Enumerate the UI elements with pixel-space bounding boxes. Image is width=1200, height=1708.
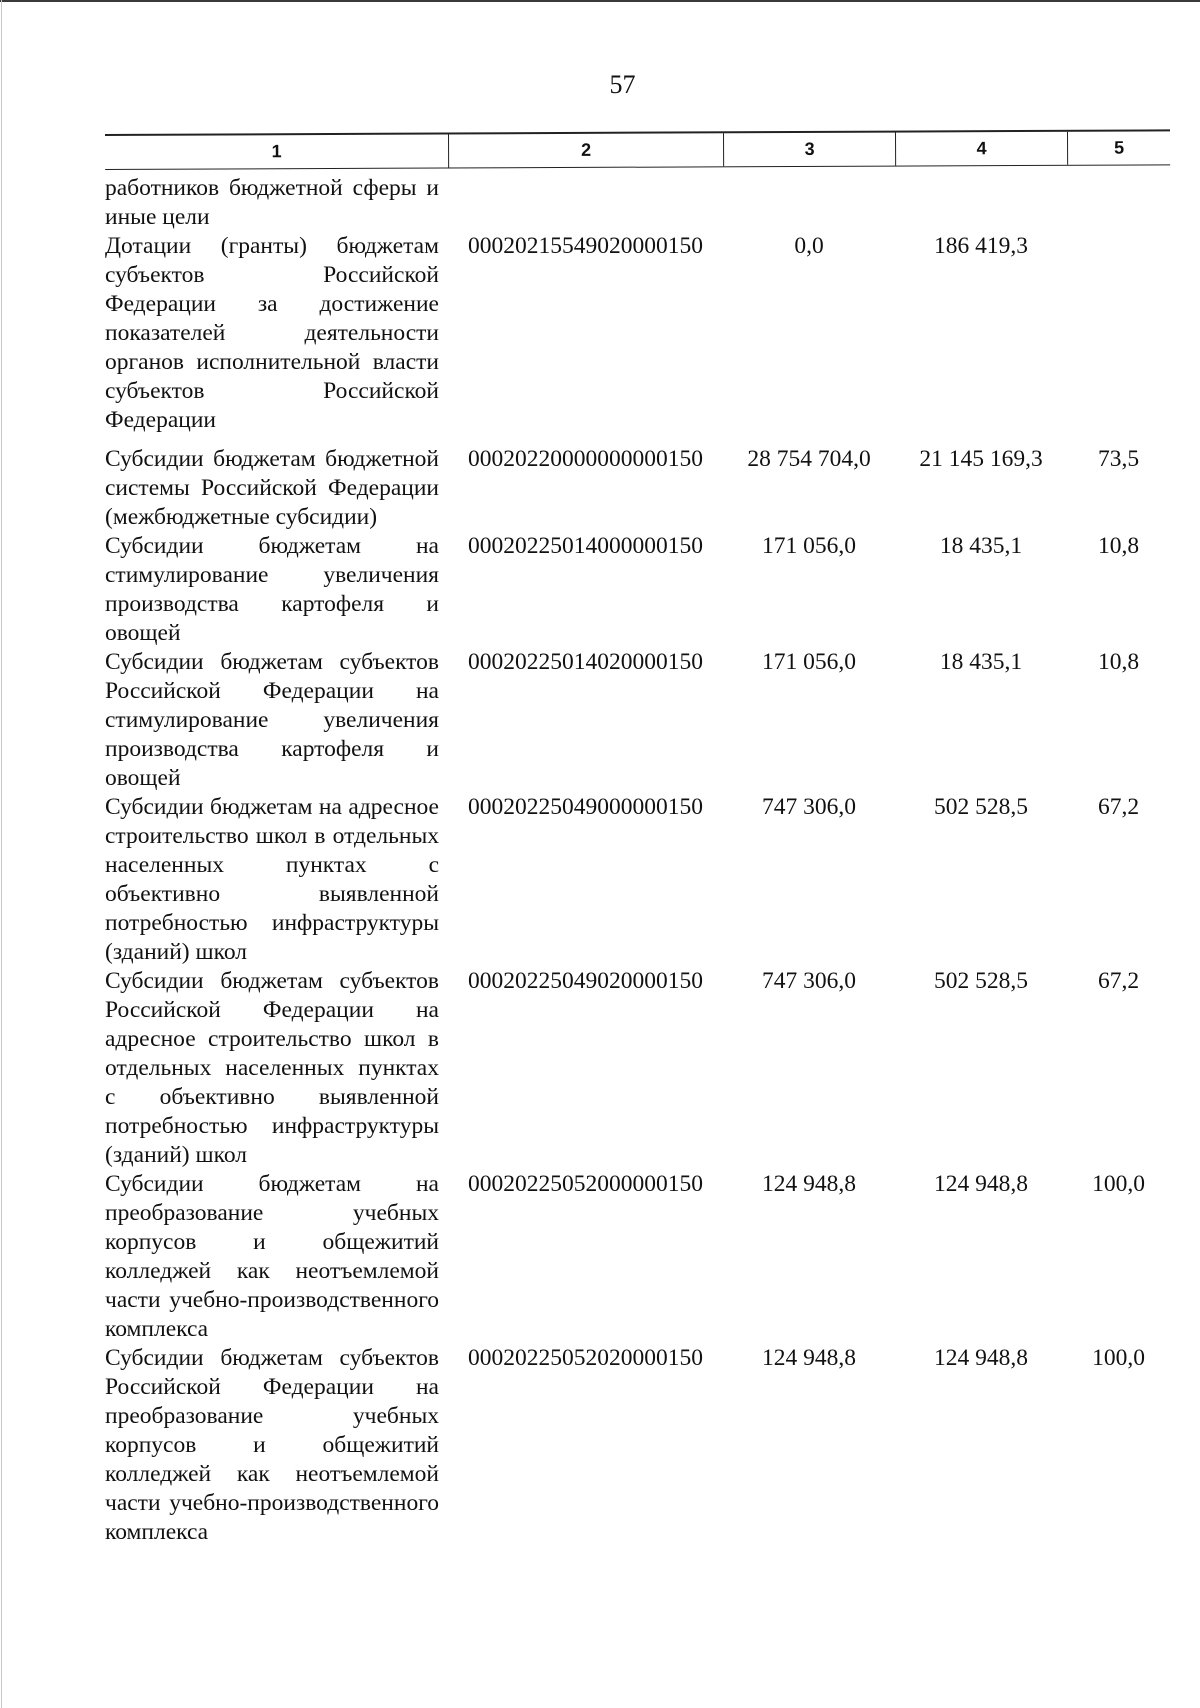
table-row xyxy=(105,174,1170,232)
row-col-3: 124 948,8 xyxy=(762,1345,856,1371)
row-name: Дотации (гранты) бюджетам субъектов Российской Федерации за достижение показателей деятельности органов исполнительной власти субъектов Российской Федерации xyxy=(105,233,439,433)
row-col-5: 73,5 xyxy=(1097,446,1140,472)
row-col-3: 28 754 704,0 xyxy=(747,446,871,472)
row-code: 00020220000000000150 xyxy=(468,446,703,472)
row-col-5: 100,0 xyxy=(1092,1345,1145,1371)
row-col-3: 171 056,0 xyxy=(762,533,856,559)
table-body xyxy=(105,170,1170,1547)
row-col-5: 10,8 xyxy=(1097,533,1140,559)
table-row xyxy=(105,1344,1170,1547)
row-code: 00020225014000000150 xyxy=(468,533,703,559)
scan-edge-top xyxy=(0,0,1200,2)
row-code: 00020225014020000150 xyxy=(468,649,703,675)
row-col-3: 747 306,0 xyxy=(762,794,856,820)
table-row xyxy=(105,445,1170,532)
row-name: Субсидии бюджетам бюджетной системы Российской Федерации (межбюджетные субсидии) xyxy=(105,446,439,530)
header-col-2: 2 xyxy=(448,133,723,167)
row-name: Субсидии бюджетам на стимулирование увеличения производства картофеля и овощей xyxy=(105,533,439,646)
budget-table xyxy=(105,134,1170,1547)
header-col-5: 5 xyxy=(1067,131,1170,164)
row-code: 00020225052020000150 xyxy=(468,1345,703,1371)
row-name: работников бюджетной сферы и иные цели xyxy=(105,175,439,230)
header-col-4: 4 xyxy=(895,132,1067,166)
row-code: 00020225052000000150 xyxy=(468,1171,703,1197)
page-number: 57 xyxy=(609,70,636,99)
table-row xyxy=(105,793,1170,967)
row-col-4: 21 145 169,3 xyxy=(919,446,1043,472)
row-col-4: 18 435,1 xyxy=(939,533,1023,559)
row-col-4: 124 948,8 xyxy=(934,1345,1028,1371)
row-code: 00020225049020000150 xyxy=(468,968,703,994)
row-code: 00020225049000000150 xyxy=(468,794,703,820)
row-code: 00020215549020000150 xyxy=(468,233,703,259)
row-name: Субсидии бюджетам субъектов Российской Федерации на адресное строительство школ в отдельных населенных пунктах с объективно выявленной потребностью инфраструктуры (зданий) школ xyxy=(105,968,439,1168)
row-col-5: 67,2 xyxy=(1097,794,1140,820)
row-col-3: 124 948,8 xyxy=(762,1171,856,1197)
row-col-4: 502 528,5 xyxy=(934,794,1028,820)
row-col-4: 124 948,8 xyxy=(934,1171,1028,1197)
row-col-4: 186 419,3 xyxy=(934,233,1028,259)
row-name: Субсидии бюджетам на преобразование учебных корпусов и общежитий колледжей как неотъемлемой части учебно-производственного комплекса xyxy=(105,1171,439,1342)
row-col-3: 747 306,0 xyxy=(762,968,856,994)
row-col-4: 502 528,5 xyxy=(934,968,1028,994)
row-col-3: 171 056,0 xyxy=(762,649,856,675)
header-col-1: 1 xyxy=(271,141,282,162)
table-row xyxy=(105,532,1170,648)
row-name: Субсидии бюджетам на адресное строительство школ в отдельных населенных пунктах с объективно выявленной потребностью инфраструктуры (зданий) школ xyxy=(105,794,439,965)
row-col-5: 67,2 xyxy=(1097,968,1140,994)
table-row xyxy=(105,1170,1170,1344)
row-col-4: 18 435,1 xyxy=(939,649,1023,675)
table-row xyxy=(105,648,1170,793)
table-row xyxy=(105,967,1170,1170)
row-name: Субсидии бюджетам субъектов Российской Федерации на стимулирование увеличения производства картофеля и овощей xyxy=(105,649,439,791)
header-col-3: 3 xyxy=(723,133,895,167)
table-header xyxy=(105,129,1170,170)
row-col-5: 10,8 xyxy=(1097,649,1140,675)
row-col-3: 0,0 xyxy=(794,233,824,259)
row-col-5: 100,0 xyxy=(1092,1171,1145,1197)
table-row xyxy=(105,232,1170,435)
scan-edge-left xyxy=(1,0,2,1708)
row-name: Субсидии бюджетам субъектов Российской Федерации на преобразование учебных корпусов и общежитий колледжей как неотъемлемой части учебно-производственного комплекса xyxy=(105,1345,439,1545)
